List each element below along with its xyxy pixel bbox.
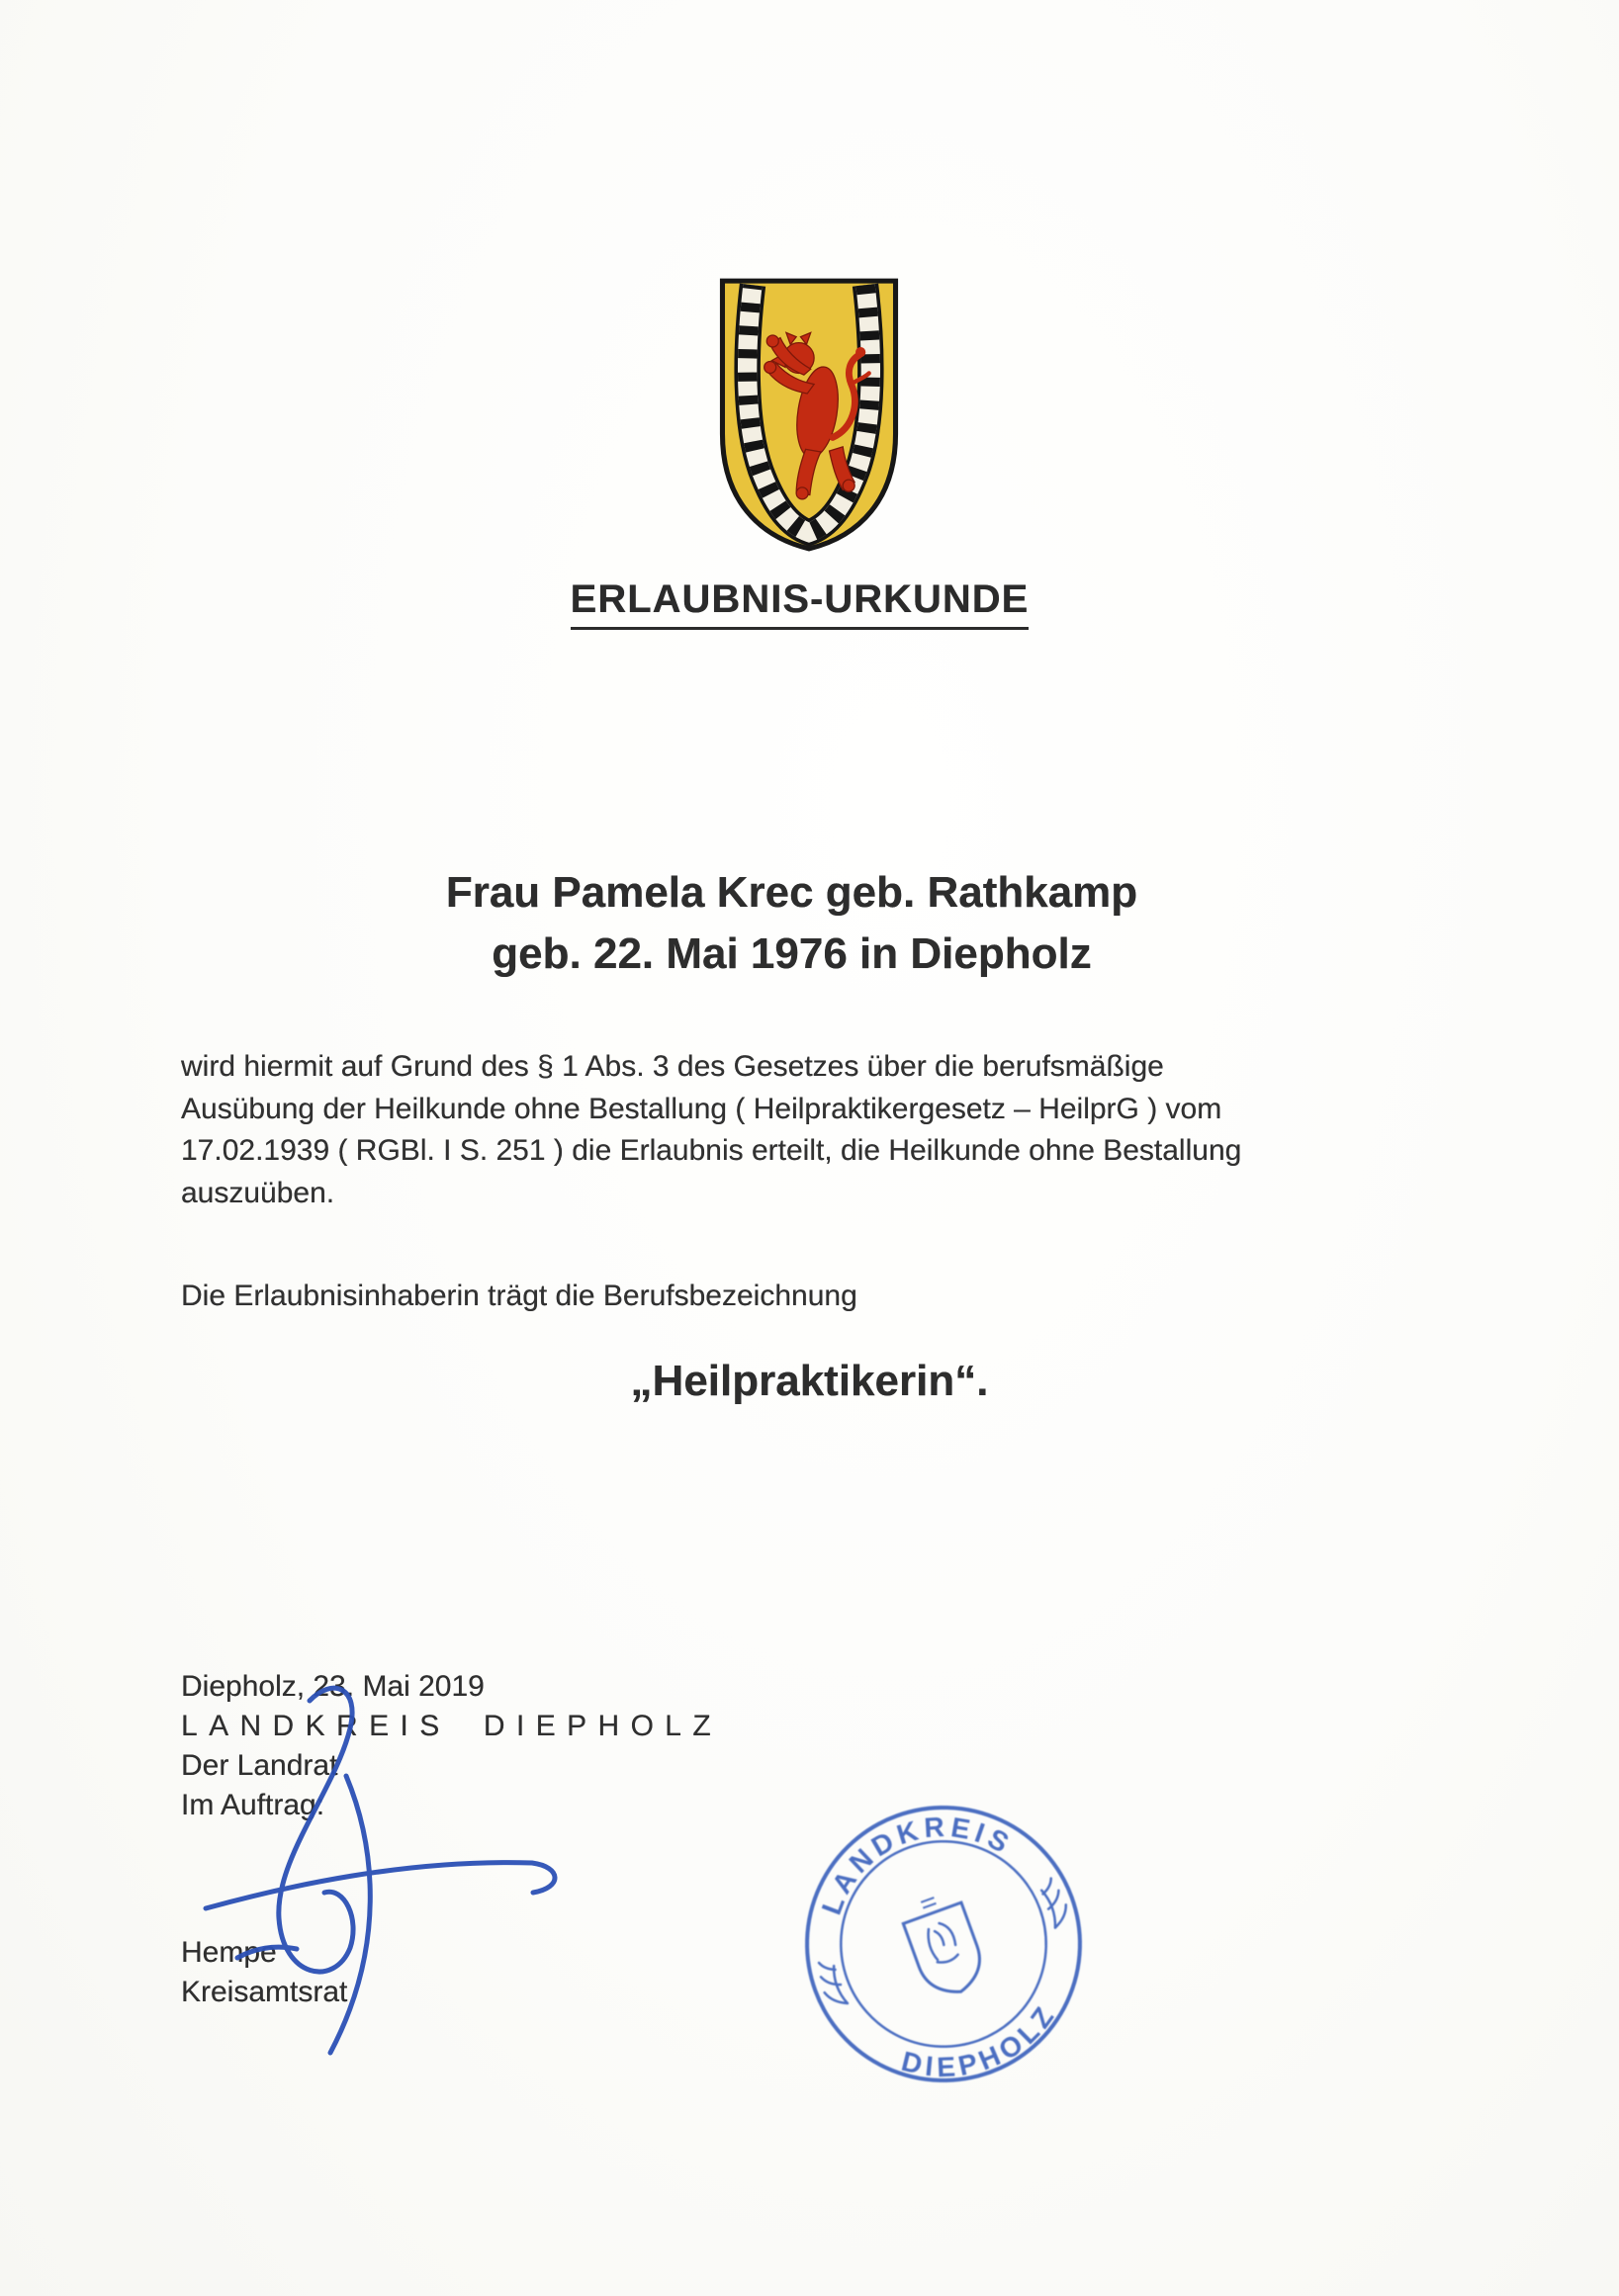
recipient-block (0, 862, 1583, 985)
signer-title: Kreisamtsrat (181, 1976, 348, 2008)
stamp-arc-bottom-text: DIEPHOLZ (898, 1996, 1063, 2083)
stamp-ornament-icon (921, 1898, 936, 1907)
document-title-text: ERLAUBNIS-URKUNDE (571, 577, 1030, 630)
signer-name: Hempe (181, 1936, 277, 1969)
professional-designation: „Heilpraktikerin“. (630, 1357, 989, 1405)
signature-stroke (206, 1863, 555, 1908)
svg-text:LANDKREIS (796, 1781, 1026, 1926)
svg-text:DIEPHOLZ (889, 1991, 1072, 2104)
diepholz-coat-of-arms-icon (708, 273, 910, 557)
per-pro-label: Im Auftrag: (181, 1789, 325, 1821)
body-line: 17.02.1939 ( RGBl. I S. 251 ) die Erlaubnis erteilt, die Heilkunde ohne Bestallung (181, 1134, 1242, 1167)
recipient-birth: geb. 22. Mai 1976 in Diepholz (492, 929, 1092, 978)
document-title (0, 577, 1599, 630)
body-line: wird hiermit auf Grund des § 1 Abs. 3 des Gesetzes über die berufsmäßige (181, 1050, 1164, 1083)
stamp-arc-top-text: LANDKREIS (814, 1810, 1019, 1919)
designation-intro: Die Erlaubnisinhaberin trägt die Berufsbezeichnung (181, 1280, 857, 1312)
authority-name: LANDKREIS DIEPHOLZ (181, 1710, 723, 1742)
issuer-block (181, 1667, 722, 1825)
signer-block (181, 1933, 347, 2012)
place-date: Diepholz, 23. Mai 2019 (181, 1670, 485, 1703)
official-stamp (759, 1759, 1128, 2129)
recipient-name: Frau Pamela Krec geb. Rathkamp (445, 868, 1138, 917)
stamp-shield-icon (903, 1902, 990, 2002)
issuer-role: Der Landrat (181, 1749, 338, 1782)
body-paragraph (181, 1046, 1546, 1214)
body-line: Ausübung der Heilkunde ohne Bestallung ( Heilpraktikergesetz – HeilprG ) vom (181, 1092, 1222, 1125)
body-line: auszuüben. (181, 1176, 335, 1209)
